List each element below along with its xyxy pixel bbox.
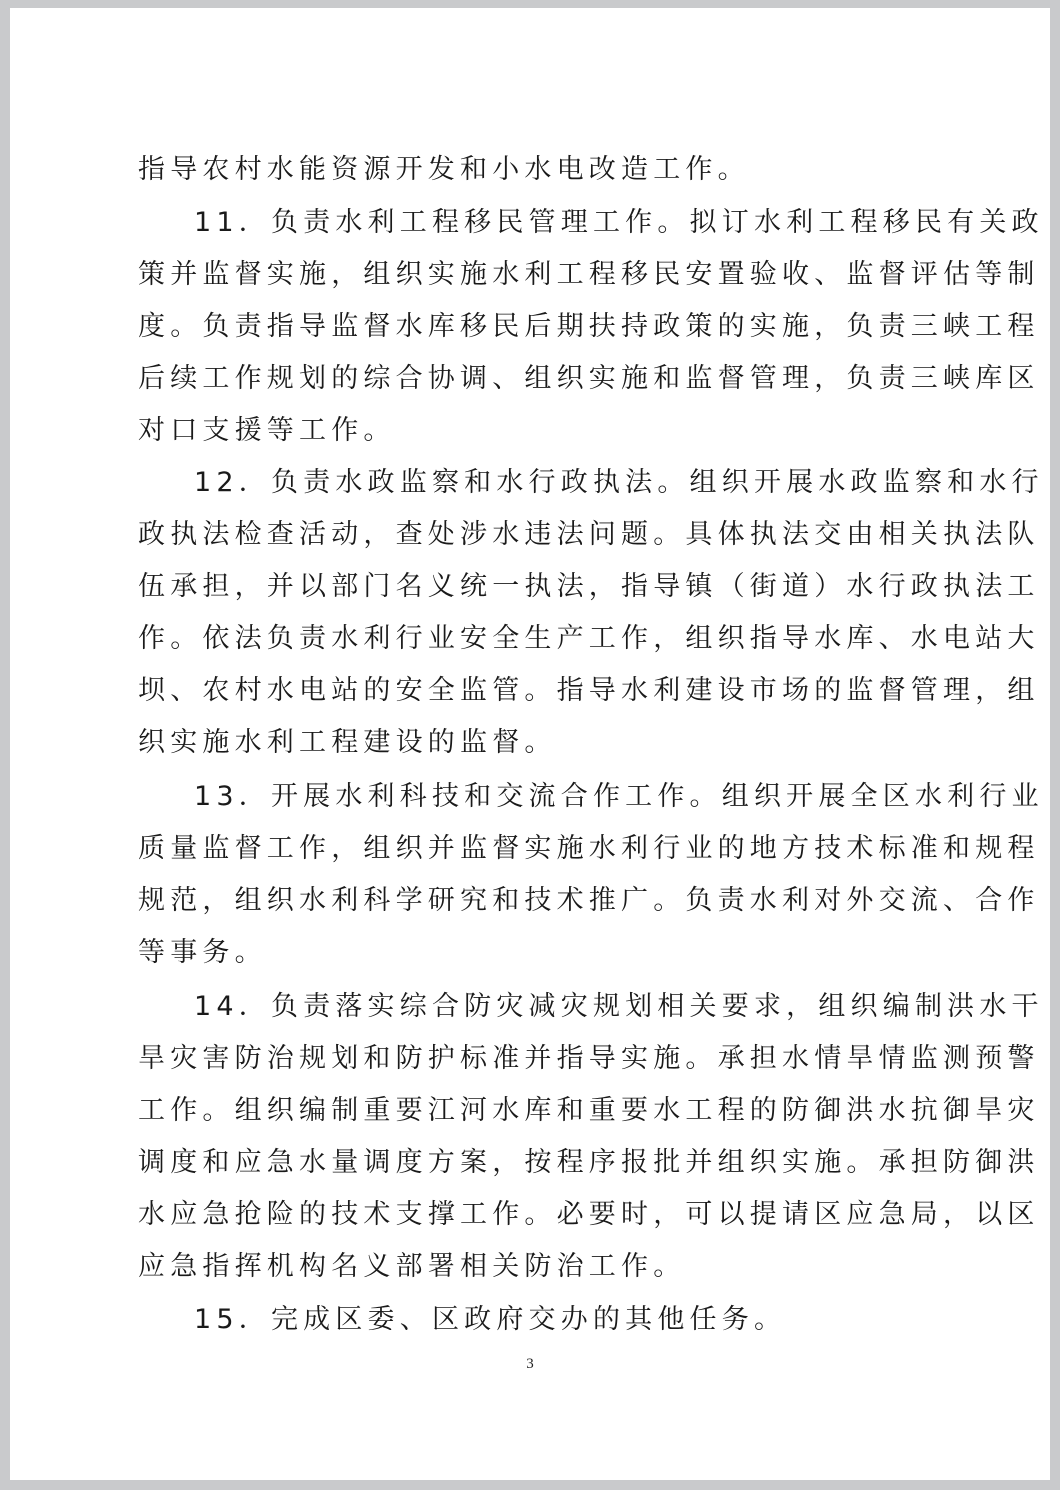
text-line: 指导农村水能资源开发和小水电改造工作。	[138, 154, 750, 185]
text-line: 织实施水利工程建设的监督。	[138, 727, 557, 758]
text-line: 13．开展水利科技和交流合作工作。组织开展全区水利行业	[194, 781, 1044, 812]
text-line: 等事务。	[138, 937, 267, 968]
text-line: 策并监督实施，组织实施水利工程移民安置验收、监督评估等制	[138, 259, 1040, 290]
text-line: 12．负责水政监察和水行政执法。组织开展水政监察和水行	[194, 467, 1044, 498]
text-line: 旱灾害防治规划和防护标准并指导实施。承担水情旱情监测预警	[138, 1043, 1040, 1074]
page-number: 3	[526, 1356, 534, 1372]
text-line: 15．完成区委、区政府交办的其他任务。	[194, 1304, 787, 1335]
text-line: 政执法检查活动，查处涉水违法问题。具体执法交由相关执法队	[138, 519, 1040, 550]
text-line: 规范，组织水利科学研究和技术推广。负责水利对外交流、合作	[138, 885, 1040, 916]
text-line: 工作。组织编制重要江河水库和重要水工程的防御洪水抗御旱灾	[138, 1095, 1040, 1126]
text-line: 水应急抢险的技术支撑工作。必要时，可以提请区应急局，以区	[138, 1199, 1040, 1230]
text-line: 质量监督工作，组织并监督实施水利行业的地方技术标准和规程	[138, 833, 1040, 864]
text-line: 14．负责落实综合防灾减灾规划相关要求，组织编制洪水干	[194, 991, 1044, 1022]
text-line: 度。负责指导监督水库移民后期扶持政策的实施，负责三峡工程	[138, 311, 1040, 342]
text-line: 11．负责水利工程移民管理工作。拟订水利工程移民有关政	[194, 207, 1044, 238]
text-line: 伍承担，并以部门名义统一执法，指导镇（街道）水行政执法工	[138, 571, 1040, 602]
text-line: 后续工作规划的综合协调、组织实施和监督管理，负责三峡库区	[138, 363, 1040, 394]
text-line: 对口支援等工作。	[138, 415, 396, 446]
text-line: 坝、农村水电站的安全监管。指导水利建设市场的监督管理，组	[138, 675, 1040, 706]
text-line: 调度和应急水量调度方案，按程序报批并组织实施。承担防御洪	[138, 1147, 1040, 1178]
text-line: 作。依法负责水利行业安全生产工作，组织指导水库、水电站大	[138, 623, 1040, 654]
document-page	[10, 8, 1050, 1480]
text-line: 应急指挥机构名义部署相关防治工作。	[138, 1251, 686, 1282]
